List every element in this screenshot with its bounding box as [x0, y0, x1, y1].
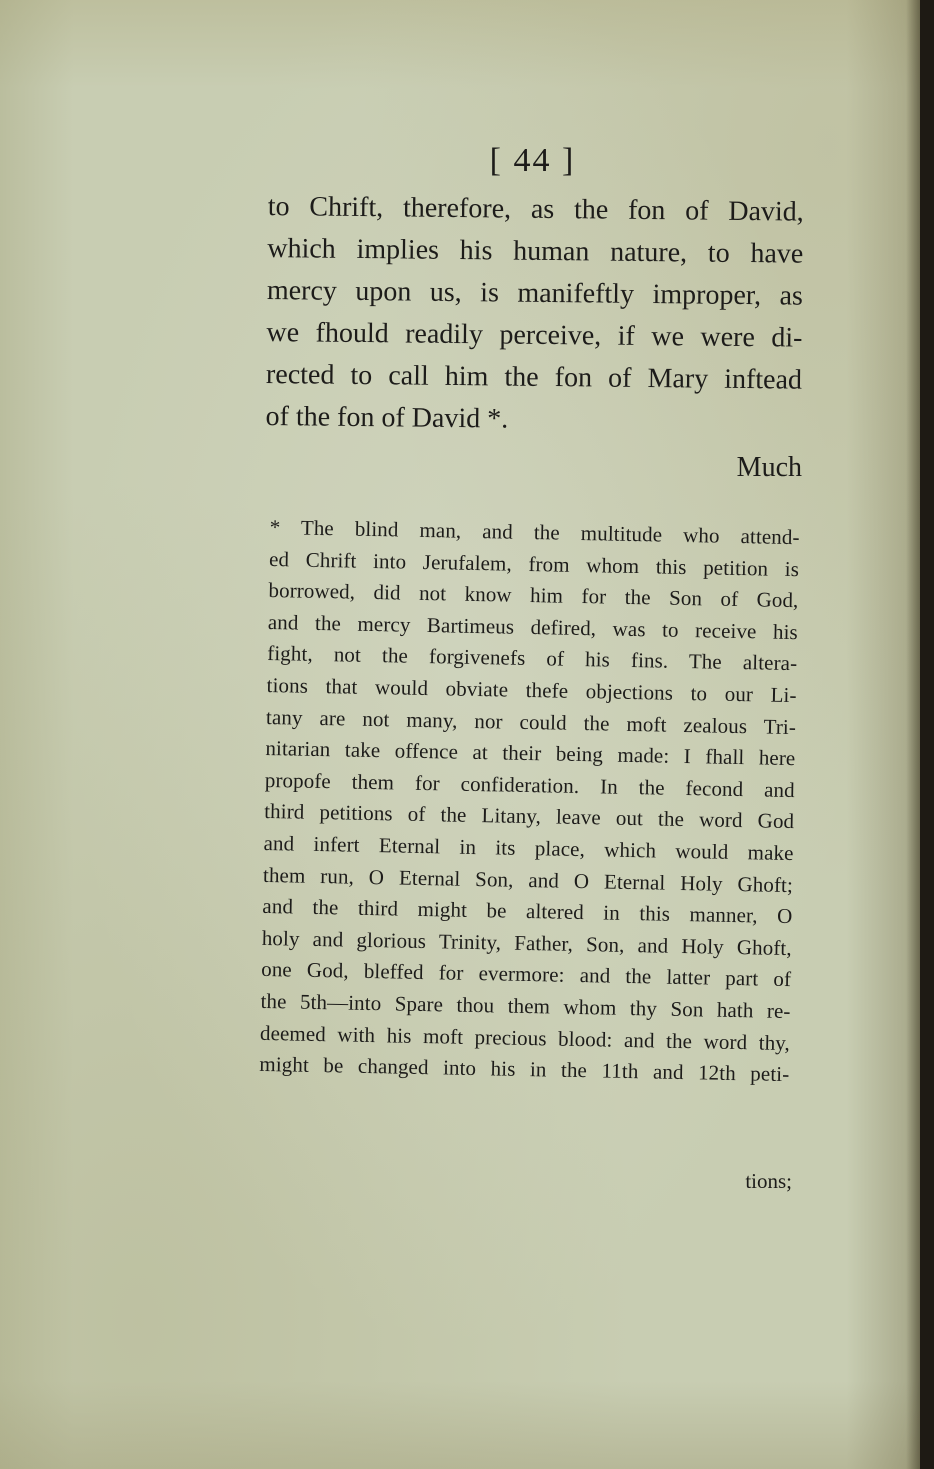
footnote-line: propofe them for confideration. In the fecond and [264, 767, 795, 802]
footnote-line: deemed with his moft precious blood: and the word thy, [259, 1020, 791, 1055]
footnote-line: one God, bleffed for evermore: and the latter part of [260, 957, 792, 992]
footnote-block [259, 512, 800, 1091]
footnote-line: * The blind man, and the multitude who attend- [269, 514, 800, 550]
footnote-line: might be changed into his in the 11th and 12th peti- [259, 1051, 790, 1087]
main-text-line: mercy upon us, is manifeftly improper, as [266, 274, 804, 312]
footnote-line: ed Chrift into Jerufalem, from whom this petition is [268, 546, 800, 581]
main-text-line: of the fon of David *. [265, 400, 509, 435]
footnote-line: holy and glorious Trinity, Father, Son, and Holy Ghoft, [261, 925, 792, 960]
main-text-line: to Chrift, therefore, as the fon of David, [267, 190, 804, 228]
main-text-line: rected to call him the fon of Mary inftead [265, 358, 803, 396]
footnote-line: and the third might be altered in this manner, O [262, 894, 793, 929]
page-number: [ 44 ] [489, 142, 576, 179]
footnote-line: fight, not the forgivenefs of his fins. The altera- [267, 641, 798, 676]
footnote-line: and infert Eternal in its place, which would make [263, 830, 794, 866]
footnote-line: the 5th—into Spare thou them whom thy Son hath re- [260, 988, 791, 1023]
footnote-line: third petitions of the Litany, leave out the word God [264, 799, 795, 834]
footnote-line: them run, O Eternal Son, and O Eternal Holy Ghoft; [262, 862, 794, 897]
footnote-line: tany are not many, nor could the moft zealous Tri- [265, 704, 797, 739]
main-text-line: we fhould readily perceive, if we were di- [266, 316, 803, 354]
footnote-catchword: tions; [745, 1169, 792, 1193]
footnote-line: tions that would obviate thefe objections to our Li- [266, 672, 797, 708]
catchword: Much [736, 452, 802, 483]
page-edge-shadow [906, 0, 920, 1469]
footnote-line: nitarian take offence at their being made: I fhall here [265, 736, 796, 771]
main-text-block [265, 186, 804, 444]
footnote-line: borrowed, did not know him for the Son of God, [268, 578, 799, 613]
footnote-line: and the mercy Bartimeus defired, was to receive his [267, 609, 799, 644]
main-text-line: which implies his human nature, to have [267, 232, 804, 270]
